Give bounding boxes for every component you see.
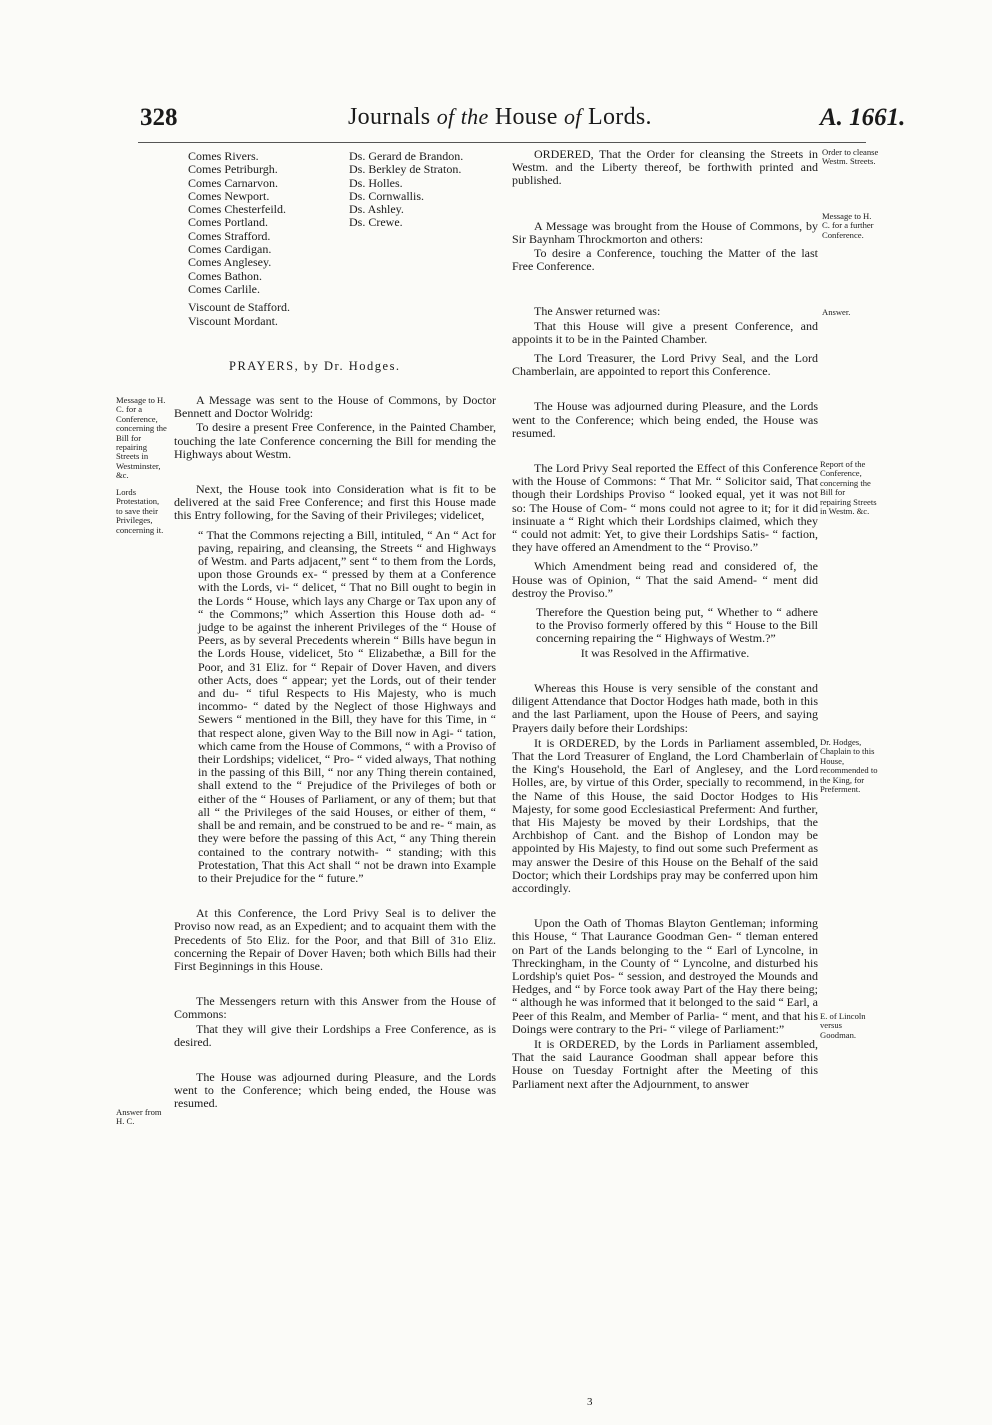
paragraph: Whereas this House is very sensible of the constant and diligent Attendance that Doctor Hodges hath made, both in this and the last Parliament, upon the House of Peers, and saying Prayers daily before their Lordships: — [512, 680, 818, 735]
attendee-name: Ds. Crewe. — [349, 215, 403, 230]
paragraph: The Lord Treasurer, the Lord Privy Seal, and the Lord Chamberlain, are appointed to report this Conference. — [512, 351, 818, 379]
attendee-name: Comes Rivers. — [188, 149, 259, 163]
attendee-name: Ds. Ashley. — [349, 202, 404, 217]
paragraph: A Message was sent to the House of Commons, by Doctor Bennett and Doctor Wolridg: — [174, 393, 496, 421]
page-header — [0, 104, 992, 144]
attendee-name: Comes Petriburgh. — [188, 162, 278, 177]
attendee-name: Comes Newport. — [188, 188, 270, 203]
paragraph: That they will give their Lordships a Free Conference, as is desired. — [174, 1021, 496, 1049]
attendee-name: Comes Carnarvon. — [188, 175, 278, 190]
right-column — [512, 148, 818, 1091]
paragraph: That this House will give a present Conference, and appoints it to be in the Painted Chamber. — [512, 318, 818, 346]
paragraph: ORDERED, That the Order for cleansing the Streets in Westm. and the Liberty thereof, be forthwith printed and published. — [512, 147, 818, 188]
left-column — [174, 394, 496, 1111]
paragraph: To desire a present Free Conference, in the Painted Chamber, touching the late Conference concerning the Bill for mending the Highways about Westm. — [174, 420, 496, 461]
attendee-name: Viscount de Stafford. — [188, 300, 291, 315]
journal-year: A. 1661. — [820, 104, 906, 131]
paragraph: It is ORDERED, by the Lords in Parliament assembled, That the said Laurance Goodman shall appear before this House on Tuesday Fortnight after the Meeting of this Parliament next after the Adjournment, to answer — [512, 1036, 818, 1091]
attendee-name: Ds. Cornwallis. — [349, 188, 424, 203]
attendee-name: Comes Portland. — [188, 215, 268, 230]
attendance-list-earls — [188, 150, 290, 328]
attendee-name: Ds. Berkley de Straton. — [349, 162, 462, 177]
margin-note: Message to H. C. for a Conference, concerning the Bill for repairing Streets in Westminster, &c. — [116, 395, 167, 481]
signature-mark: 3 — [587, 1396, 593, 1408]
attendee-name: Comes Carlile. — [188, 281, 260, 296]
resolution: It was Resolved in the Affirmative. — [580, 645, 750, 660]
attendance-list-barons — [349, 150, 463, 230]
margin-note: Lords Protestation, to save their Privileges, concerning it. — [116, 487, 164, 535]
paragraph: Which Amendment being read and considered of, the House was of Opinion, “ That the said Amend- “ ment did destroy the Proviso.” — [512, 559, 818, 600]
page-number: 328 — [140, 104, 178, 131]
attendee-name: Comes Strafford. — [188, 228, 271, 243]
margin-note: E. of Lincoln versus Goodman. — [820, 1011, 866, 1040]
margin-note: Report of the Conference, concerning the Bill for repairing Streets in Westm. &c. — [820, 459, 877, 517]
paragraph: The House was adjourned during Pleasure, and the Lords went to the Conference; which being ended, the House was resumed. — [512, 399, 818, 440]
attendee-name: Ds. Holles. — [349, 175, 403, 190]
attendee-name: Comes Anglesey. — [188, 255, 272, 270]
attendee-name: Comes Cardigan. — [188, 242, 272, 257]
paragraph: The Answer returned was: — [534, 304, 661, 319]
paragraph: Next, the House took into Consideration what is fit to be delivered at the said Free Conference; and first this House made this Entry following, for the Saving of their Privileges; videlicet, — [174, 482, 496, 523]
attendee-name: Comes Chesterfeild. — [188, 202, 286, 217]
prayers-heading: PRAYERS, by Dr. Hodges. — [229, 359, 401, 373]
paragraph: Upon the Oath of Thomas Blayton Gentleman; informing this House, “ That Laurance Goodman Gen- “ tleman entered on Part of the Lands belonging to the “ Earl of Lyncolne, in Threckingham, in the County of “ Lyncolne, and disturbed his Lordship's quiet Pos- “ session, and destroyed the Mounds and Hedges, and “ by Force took away Part of the Hay there being; “ although he was informed that it belonged to the said “ Earl, a Peer of this Realm, and Member of Parlia- “ ment, and that his Doings were contrary to the Pri- “ vilege of Parliament:” — [512, 916, 818, 1036]
paragraph: At this Conference, the Lord Privy Seal is to deliver the Proviso now read, as an Expedient; and to acquaint them with the Precedents of 5to Eliz. for the Poor, and that Bill of 31o Eliz. concerning the Repair of Dover Haven; both which Bills had their First Beginnings in this House. — [174, 906, 496, 973]
question-entry: Therefore the Question being put, “ Whether to “ adhere to the Proviso formerly offered by this “ House to the Bill concerning repairing the “ Highways of Westm.?” — [536, 605, 818, 646]
attendee-name: Viscount Mordant. — [188, 313, 278, 328]
paragraph: The Lord Privy Seal reported the Effect of this Conference with the House of Commons: “ That Mr. “ Solicitor said, That though their Lordships Proviso “ looked equal, yet it was not so: The House of Com- “ mons could not agree to it; for it did insinuate a “ Right which their Lordships claimed, which they “ could not admit: Yet, to give their Lordships Satis- “ faction, they have offered an Amendment to the “ Proviso.” — [512, 461, 818, 555]
paragraph: The House was adjourned during Pleasure, and the Lords went to the Conference; which being ended, the House was resumed. — [174, 1069, 496, 1111]
margin-note: Dr. Hodges, Chaplain to this House, recommended to the King, for Preferment. — [820, 737, 878, 795]
margin-note: Order to cleanse Westm. Streets. — [822, 147, 879, 167]
paragraph: The Messengers return with this Answer from the House of Commons: — [174, 994, 496, 1022]
journal-title: Journals of the House of Lords. — [348, 104, 652, 130]
paragraph: It is ORDERED, by the Lords in Parliament assembled, That the Lord Treasurer of England, the Lord Chamberlain of the King's Household, the Earl of Anglesey, and the Lord Holles, are, by virtue of this Order, specially to recommend, in the Name of this House, the said Doctor Hodges to His Majesty, for some good Ecclesiastical Preferment: And further, that His Majesty be moved by their Lordships, that the Archbishop of Cant. and the Bishop of London may be appointed by His Majesty, to find out some such Preferment as may answer the Desire of this House on the Behalf of the said Doctor; which their Lordships pray may be conferred upon him accordingly. — [512, 735, 818, 895]
header-rule — [138, 142, 866, 143]
margin-note: Answer. — [822, 307, 851, 317]
paragraph: A Message was brought from the House of Commons, by Sir Baynham Throckmorton and others: — [512, 218, 818, 246]
attendee-name: Comes Bathon. — [188, 268, 262, 283]
attendee-name: Ds. Gerard de Brandon. — [349, 149, 464, 163]
paragraph: To desire a Conference, touching the Matter of the last Free Conference. — [512, 246, 818, 274]
margin-note: Answer from H. C. — [116, 1107, 162, 1127]
margin-note: Message to H. C. for a further Conference. — [822, 211, 874, 240]
quoted-entry: “ That the Commons rejecting a Bill, intituled, “ An “ Act for paving, repairing, and cleansing, the Streets “ and Highways of Westm. and Parts adjacent,” sent “ to them from the Lords, upon those Grounds ex- “ pressed by them at a Conference with the Lords, vi- “ delicet, “ That no Bill ought to begin in the Lords “ House, which lays any Charge or Tax upon any of “ the Commons;” which Assertion this House doth ad- “ judge to be against the inherent Privileges of the “ House of Peers, as by several Precedents wherein “ Bills have begun in the Lords House, videlicet, 5to “ Elizabethæ, a Bill for the Poor, and 31 Eliz. for “ Repair of Dover Haven, and divers other Acts, does “ appear; yet the Lords, out of their tender and du- “ tiful Respects to His Majesty, who is much incommo- “ dated by the Neglect of those Highways and Sewers “ mentioned in the Bill, they have for this Time, in “ that respect alone, given Way to the Bill now in Agi- “ tation, which came from the House of Commons, “ with a Proviso of their Lordships; videlicet, “ Pro- “ vided always, That nothing in the passing of this Bill, “ nor any Thing therein contained, shall extend to the “ Prejudice of the Privileges of both or either of the “ Houses of Parliament, or any of them; but that all “ the Privileges of the said Houses, or either of them, “ shall be and remain, and be construed to be and re- “ main, as they were before the passing of this Act, “ any Thing therein contained to the contrary notwith- “ standing; with this Protestation, That this Act shall “ not be drawn into Example to their Prejudice for the “ future.” — [198, 527, 496, 885]
